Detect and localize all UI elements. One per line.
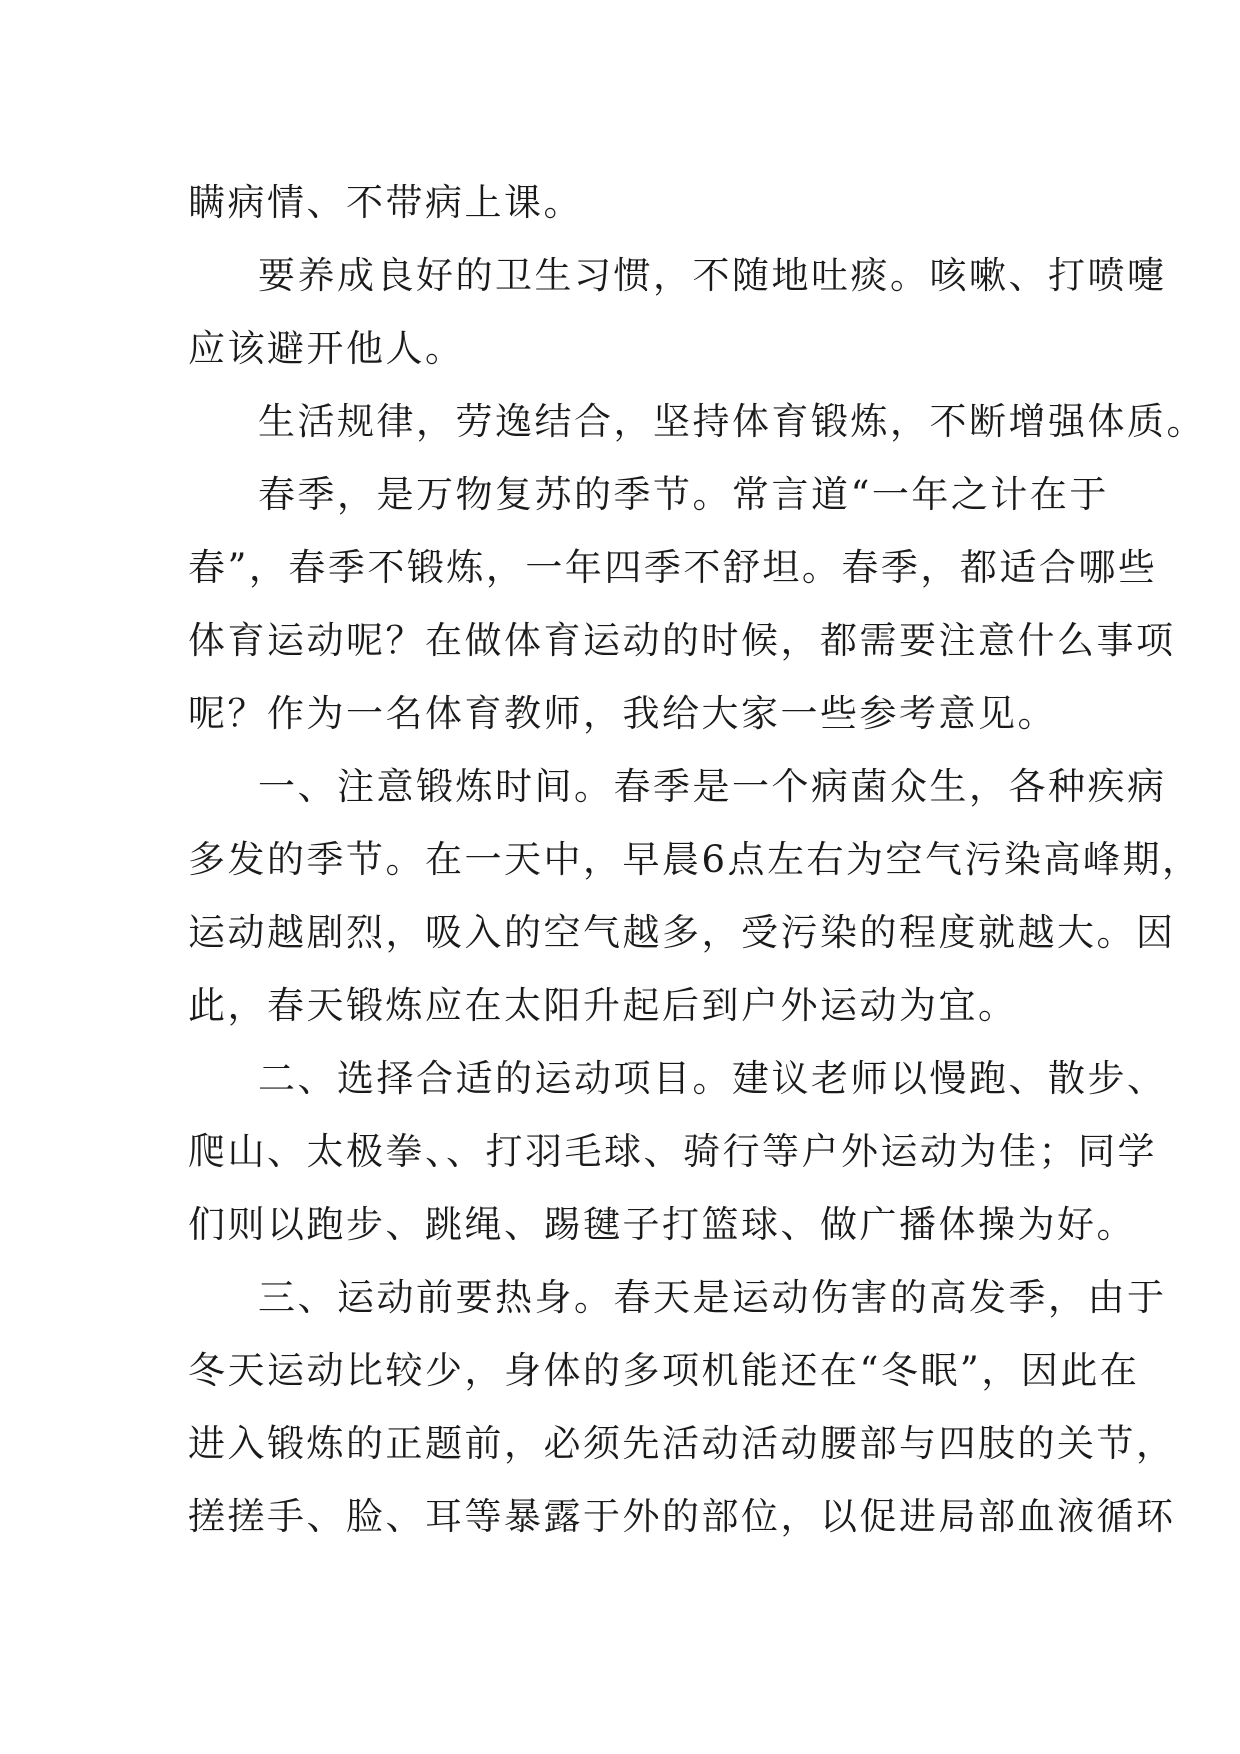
paragraph-line: 爬山、太极拳、、打羽毛球、骑行等户外运动为佳；同学 — [188, 1130, 1157, 1173]
paragraph-line: 一、注意锻炼时间。春季是一个病菌众生，各种疾病 — [258, 765, 1167, 808]
paragraph-line: 春季，是万物复苏的季节。常言道“一年之计在于 — [258, 473, 1109, 516]
paragraph-line: 三、运动前要热身。春天是运动伤害的高发季，由于 — [258, 1276, 1167, 1319]
paragraph-line: 应该避开他人。 — [188, 327, 465, 370]
paragraph-line: 瞒病情、不带病上课。 — [188, 181, 583, 224]
paragraph-line: 多发的季节。在一天中，早晨6点左右为空气污染高峰期， — [188, 838, 1202, 881]
paragraph-line: 搓搓手、脸、耳等暴露于外的部位，以促进局部血液循环 — [188, 1495, 1176, 1538]
paragraph-line: 体育运动呢？在做体育运动的时候，都需要注意什么事项 — [188, 619, 1176, 662]
paragraph-line: 生活规律，劳逸结合，坚持体育锻炼，不断增强体质。 — [258, 400, 1206, 443]
paragraph-line: 春”，春季不锻炼，一年四季不舒坦。春季，都适合哪些 — [188, 546, 1158, 589]
paragraph-line: 进入锻炼的正题前，必须先活动活动腰部与四肢的关节， — [188, 1422, 1176, 1465]
paragraph-line: 要养成良好的卫生习惯，不随地吐痰。咳嗽、打喷嚏 — [258, 254, 1167, 297]
document-body — [188, 166, 1206, 1553]
paragraph-line: 呢？作为一名体育教师，我给大家一些参考意见。 — [188, 692, 1057, 735]
paragraph-line: 冬天运动比较少，身体的多项机能还在“冬眠”，因此在 — [188, 1349, 1140, 1392]
paragraph-line: 运动越剧烈，吸入的空气越多，受污染的程度就越大。因 — [188, 911, 1176, 954]
paragraph-line: 们则以跑步、跳绳、踢毽子打篮球、做广播体操为好。 — [188, 1203, 1136, 1246]
paragraph-line: 此，春天锻炼应在太阳升起后到户外运动为宜。 — [188, 984, 1018, 1027]
paragraph-line: 二、选择合适的运动项目。建议老师以慢跑、散步、 — [258, 1057, 1167, 1100]
